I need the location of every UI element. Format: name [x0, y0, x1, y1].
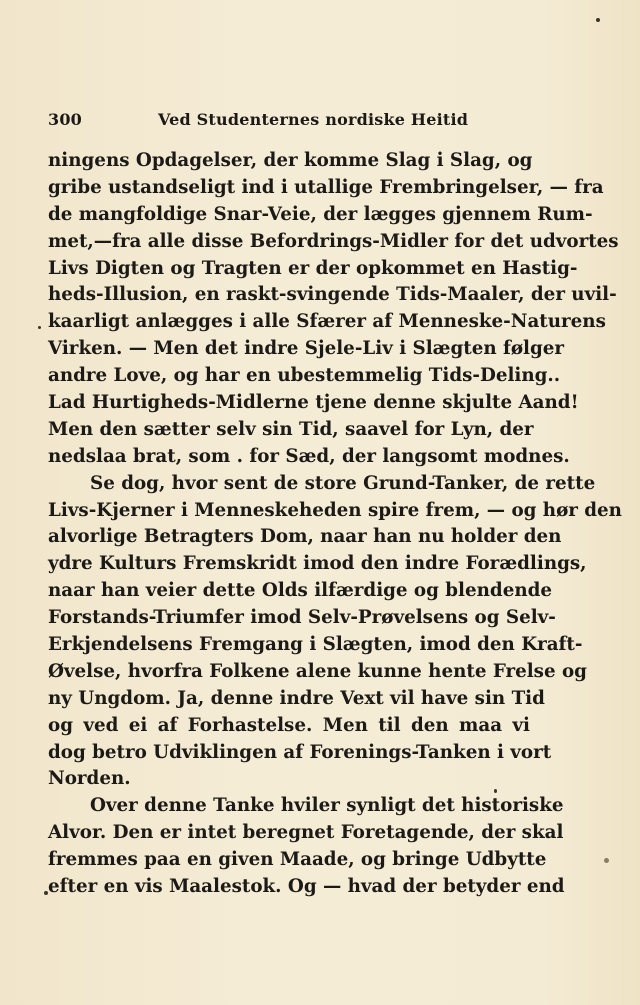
text-line: kaarligt anlægges i alle Sfærer af Menneske-Naturens — [48, 311, 606, 333]
text-line: ny Ungdom. Ja, denne indre Vext vil have sin Tid — [48, 687, 545, 709]
text-line: Øvelse, hvorfra Folkene alene kunne hente Frelse og — [48, 660, 587, 682]
text-line: Erkjendelsens Fremgang i Slægten, imod den Kraft- — [48, 634, 583, 656]
text-line: naar han veier dette Olds ilfærdige og blendende — [48, 580, 553, 602]
text-line: fremmes paa en given Maade, og bringe Udbytte — [48, 849, 547, 871]
page-number: 300 — [48, 110, 82, 129]
text-line: dog betro Udviklingen af Forenings-Tanken i vort — [48, 741, 552, 763]
text-line: Norden. — [48, 768, 131, 790]
text-line: de mangfoldige Snar-Veie, der lægges gjennem Rum- — [48, 203, 593, 225]
ink-speck — [494, 789, 497, 793]
text-line: andre Love, og har en ubestemmelig Tids-Deling.. — [48, 365, 561, 387]
text-line: efter en vis Maalestok. Og — hvad der betyder end — [48, 876, 565, 898]
text-line: Se dog, hvor sent de store Grund-Tanker, de rette — [90, 472, 596, 494]
paragraph — [48, 148, 619, 471]
text-line: ydre Kulturs Fremskridt imod den indre Forædlings, — [48, 553, 587, 575]
text-line: nedslaa brat, som . for Sæd, der langsomt modnes. — [48, 445, 570, 467]
text-line: gribe ustandseligt ind i utallige Frembringelser, — fra — [48, 176, 604, 198]
paragraph — [48, 471, 622, 794]
body-text — [48, 148, 622, 901]
ink-speck — [596, 18, 600, 22]
ink-speck — [44, 891, 48, 895]
text-line: met,—fra alle disse Befordrings-Midler for det udvortes — [48, 230, 619, 252]
text-line: Alvor. Den er intet beregnet Foretagende, der skal — [48, 822, 564, 844]
text-line: Forstands-Triumfer imod Selv-Prøvelsens og Selv- — [48, 607, 556, 629]
text-line: Lad Hurtigheds-Midlerne tjene denne skjulte Aand! — [48, 392, 579, 414]
running-title: Ved Studenternes nordiske Heitid — [158, 110, 469, 129]
text-line: Virken. — Men det indre Sjele-Liv i Slægten følger — [48, 338, 565, 360]
text-line: og ved ei af Forhastelse. Men til den maa vi — [48, 714, 530, 736]
paragraph — [48, 793, 565, 901]
text-line: heds-Illusion, en raskt-svingende Tids-Maaler, der uvil- — [48, 284, 617, 306]
text-line: Over denne Tanke hviler synligt det historiske — [90, 795, 564, 817]
ink-speck — [38, 326, 41, 329]
text-line: Men den sætter selv sin Tid, saavel for Lyn, der — [48, 418, 534, 440]
text-line: Livs-Kjerner i Menneskeheden spire frem, — og hør den — [48, 499, 622, 521]
text-line: Livs Digten og Tragten er der opkommet en Hastig- — [48, 257, 578, 279]
text-line: alvorlige Betragters Dom, naar han nu holder den — [48, 526, 562, 548]
ink-speck — [604, 858, 609, 863]
text-line: ningens Opdagelser, der komme Slag i Slag, og — [48, 150, 533, 171]
page-header — [48, 110, 580, 132]
